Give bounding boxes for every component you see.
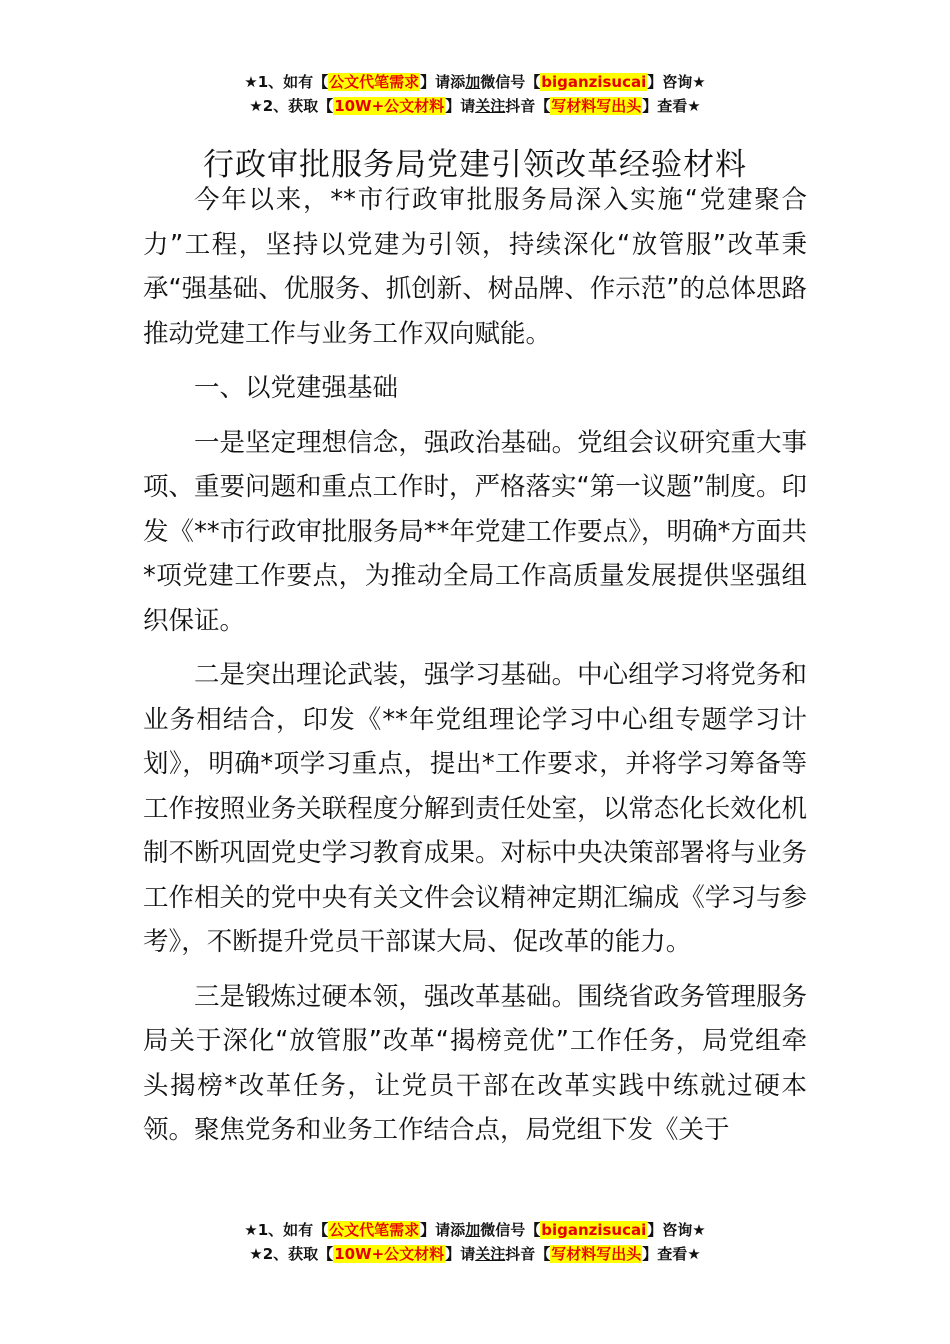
promo-banner-top <box>0 70 950 118</box>
document-title: 行政审批服务局党建引领改革经验材料 <box>203 146 747 183</box>
underlined-text: 关注 <box>475 1245 506 1263</box>
highlight-text: 10W+公文材料 <box>334 1245 445 1263</box>
promo-text: 微信号【 <box>480 1221 541 1239</box>
underlined-text: 关注 <box>475 97 506 115</box>
promo-text: 】请添 <box>420 73 466 91</box>
wechat-id: biganzisucai <box>541 73 647 91</box>
promo-text: ★1、如有【 <box>244 73 329 91</box>
document-body <box>143 178 807 1163</box>
paragraph-2: 二是突出理论武装，强学习基础。中心组学习将党务和业务相结合，印发《**年党组理论学习中心组专题学习计划》，明确*项学习重点，提出*工作要求，并将学习筹备等工作按照业务关联程度分解到责任处室，以常态化长效化机制不断巩固党史学习教育成果。对标中央决策部署将与业务工作相关的党中央有关文件会议精神定期汇编成《学习与参考》，不断提升党员干部谋大局、促改革的能力。 <box>143 660 807 957</box>
promo-text: 】请 <box>445 1245 476 1263</box>
promo-banner-bottom <box>0 1218 950 1266</box>
promo-line-1 <box>0 70 950 94</box>
paragraph-3: 三是锻炼过硬本领，强改革基础。围绕省政务管理服务局关于深化“放管服”改革“揭榜竞优”工作任务，局党组牵头揭榜*改革任务，让党员干部在改革实践中练就过硬本领。聚焦党务和业务工作结合点，局党组下发《关于 <box>143 981 807 1145</box>
promo-text: 】查看★ <box>642 97 701 115</box>
highlight-text: 10W+公文材料 <box>334 97 445 115</box>
paragraph-1: 一是坚定理想信念，强政治基础。党组会议研究重大事项、重要问题和重点工作时，严格落实“第一议题”制度。印发《**市行政审批服务局**年党建工作要点》，明确*方面共*项党建工作要点，为推动全局工作高质量发展提供坚强组织保证。 <box>143 427 807 636</box>
promo-line-2 <box>0 94 950 118</box>
promo-text: 抖音【 <box>505 97 551 115</box>
promo-text: 】咨询★ <box>647 73 706 91</box>
promo-line-1 <box>0 1218 950 1242</box>
promo-text: 】请 <box>445 97 476 115</box>
promo-text: ★1、如有【 <box>244 1221 329 1239</box>
underlined-text: 加 <box>465 73 481 91</box>
section-heading: 一、以党建强基础 <box>194 373 399 403</box>
promo-text: 微信号【 <box>480 73 541 91</box>
douyin-account: 写材料写出头 <box>551 1245 642 1263</box>
promo-text: 抖音【 <box>505 1245 551 1263</box>
promo-line-2 <box>0 1242 950 1266</box>
wechat-id: biganzisucai <box>541 1221 647 1239</box>
promo-text: 】请添 <box>420 1221 466 1239</box>
promo-text: 】查看★ <box>642 1245 701 1263</box>
highlight-text: 公文代笔需求 <box>329 1221 420 1239</box>
underlined-text: 加 <box>465 1221 481 1239</box>
promo-text: ★2、获取【 <box>249 1245 334 1263</box>
highlight-text: 公文代笔需求 <box>329 73 420 91</box>
douyin-account: 写材料写出头 <box>551 97 642 115</box>
promo-text: 】咨询★ <box>647 1221 706 1239</box>
promo-text: ★2、获取【 <box>249 97 334 115</box>
paragraph-intro: 今年以来，**市行政审批服务局深入实施“党建聚合力”工程，坚持以党建为引领，持续深化“放管服”改革秉承“强基础、优服务、抓创新、树品牌、作示范”的总体思路推动党建工作与业务工作双向赋能。 <box>143 185 807 349</box>
